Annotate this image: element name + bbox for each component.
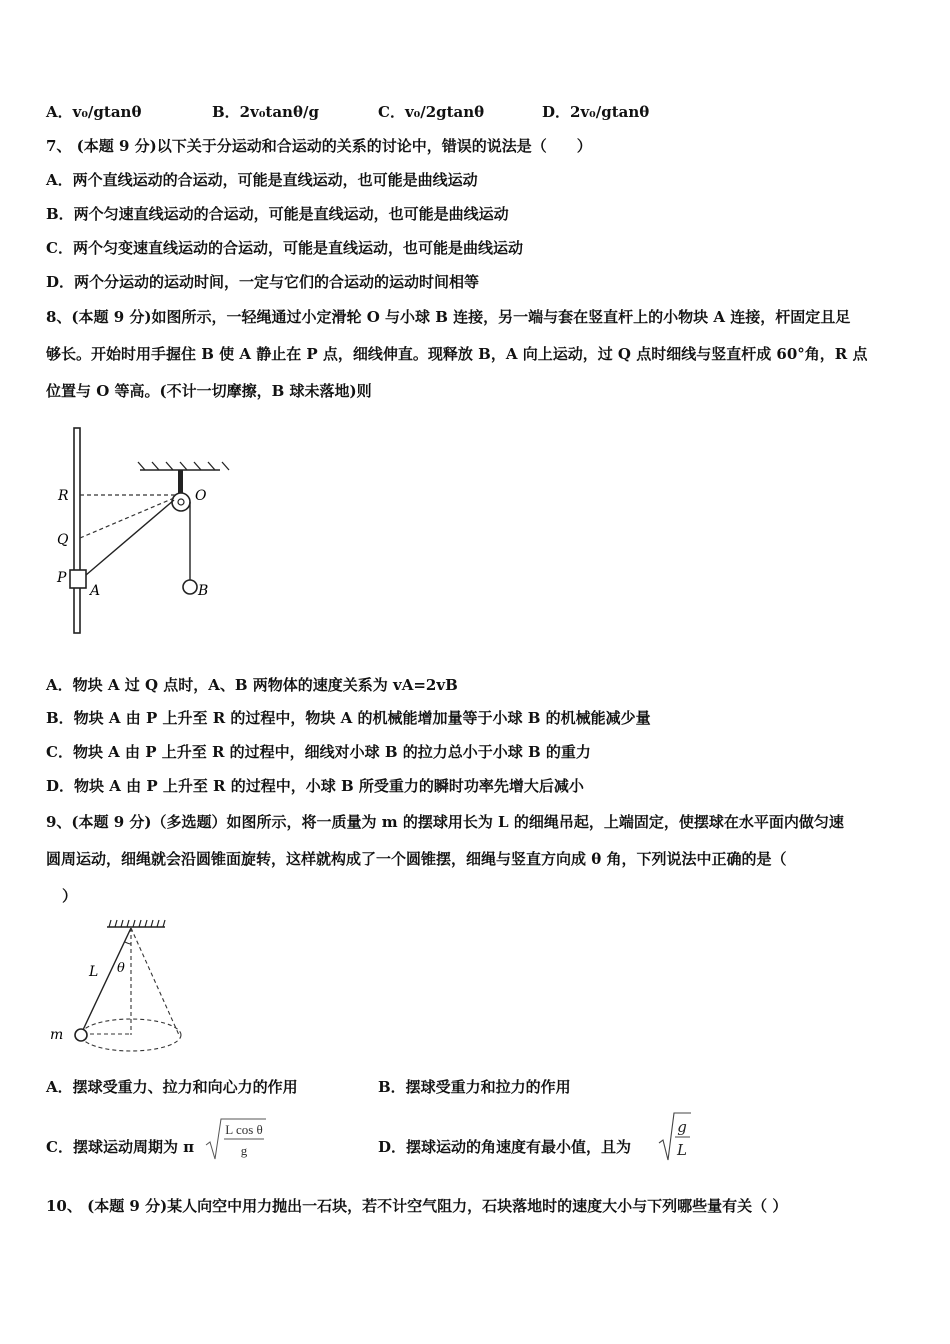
q7-stem: 7、 (本题 9 分)以下关于分运动和合运动的关系的讨论中，错误的说法是（ ） <box>46 137 592 155</box>
q9-stem-line1: 9、(本题 9 分)（多选题）如图所示，将一质量为 m 的摆球用长为 L 的细绳吊起，上端固定，使摆球在水平面内做匀速 <box>46 813 844 831</box>
rope-a <box>86 500 174 575</box>
q9-option-a: A．摆球受重力、拉力和向心力的作用 <box>46 1078 298 1096</box>
q6-option-a: A．v₀/gtanθ <box>46 103 142 121</box>
q10-stem: 10、 (本题 9 分)某人向空中用力抛出一石块，若不计空气阻力，石块落地时的速度大小与下列哪些量有关（ ） <box>46 1197 788 1215</box>
q6-option-d: D．2v₀/gtanθ <box>542 103 650 121</box>
q7-option-d: D．两个分运动的运动时间，一定与它们的合运动的运动时间相等 <box>46 273 480 291</box>
q9-option-d <box>378 1137 631 1157</box>
label-o: O <box>195 488 207 504</box>
q9-option-d-formula <box>657 1110 693 1164</box>
q7-option-a: A．两个直线运动的合运动，可能是直线运动，也可能是曲线运动 <box>46 171 478 189</box>
q9-option-b: B．摆球受重力和拉力的作用 <box>378 1078 571 1096</box>
formula-c-denominator: g <box>240 1143 248 1158</box>
label-m: m <box>50 1027 64 1043</box>
q8-stem-line2: 够长。开始时用手握住 B 使 A 静止在 P 点，细线伸直。现释放 B，A 向上运动，过 Q 点时细线与竖直杆成 60°角，R 点 <box>46 345 868 363</box>
dashed-line-q <box>80 498 174 538</box>
label-p: P <box>57 570 67 586</box>
q8-stem-line1: 8、(本题 9 分)如图所示，一轻绳通过小定滑轮 O 与小球 B 连接，另一端与套在竖直杆上的小物块 A 连接，杆固定且足 <box>46 308 851 326</box>
q9-stem-line3: ） <box>62 887 78 905</box>
q9-option-d-text: D．摆球运动的角速度有最小值，且为 <box>378 1138 632 1156</box>
vertical-rod <box>74 428 80 633</box>
label-a: A <box>90 583 101 599</box>
ball-b <box>183 580 197 594</box>
q9-stem-line2: 圆周运动，细绳就会沿圆锥面旋转，这样就构成了一个圆锥摆，细绳与竖直方向成 θ 角，下列说法中正确的是（ <box>46 850 787 868</box>
q8-option-c: C．物块 A 由 P 上升至 R 的过程中，细线对小球 B 的拉力总小于小球 B 的重力 <box>46 743 591 761</box>
ball-m <box>75 1029 87 1041</box>
q6-option-b: B．2v₀tanθ/g <box>212 103 319 121</box>
label-l: L <box>89 964 99 980</box>
formula-d-denominator: L <box>677 1141 687 1159</box>
q6-option-c: C．v₀/2gtanθ <box>378 103 485 121</box>
q7-option-b: B．两个匀速直线运动的合运动，可能是直线运动，也可能是曲线运动 <box>46 205 509 223</box>
q9-option-c <box>46 1137 194 1157</box>
formula-d-numerator: g <box>677 1118 687 1136</box>
q8-stem-line3: 位置与 O 等高。(不计一切摩擦，B 球未落地)则 <box>46 382 372 400</box>
label-theta: θ <box>117 961 125 976</box>
label-b: B <box>198 583 209 599</box>
q9-option-c-formula <box>204 1115 270 1163</box>
q8-option-d: D．物块 A 由 P 上升至 R 的过程中，小球 B 所受重力的瞬时功率先增大后减小 <box>46 777 584 795</box>
q8-pulley-figure <box>50 420 240 640</box>
label-r: R <box>58 488 69 504</box>
label-q: Q <box>57 532 69 548</box>
string-l <box>82 928 131 1032</box>
q7-option-c: C．两个匀变速直线运动的合运动，可能是直线运动，也可能是曲线运动 <box>46 239 523 257</box>
formula-c-numerator: L cos θ <box>225 1122 263 1137</box>
q8-option-a: A．物块 A 过 Q 点时，A、B 两物体的速度关系为 vA=2vB <box>46 676 458 694</box>
theta-arc <box>125 942 131 944</box>
cone-edge-dashed <box>131 928 179 1035</box>
q9-conical-pendulum-figure <box>45 915 190 1060</box>
block-a <box>70 570 86 588</box>
q9-option-c-text: C．摆球运动周期为 π <box>46 1138 195 1156</box>
q8-option-b: B．物块 A 由 P 上升至 R 的过程中，物块 A 的机械能增加量等于小球 B 的机械能减少量 <box>46 709 651 727</box>
